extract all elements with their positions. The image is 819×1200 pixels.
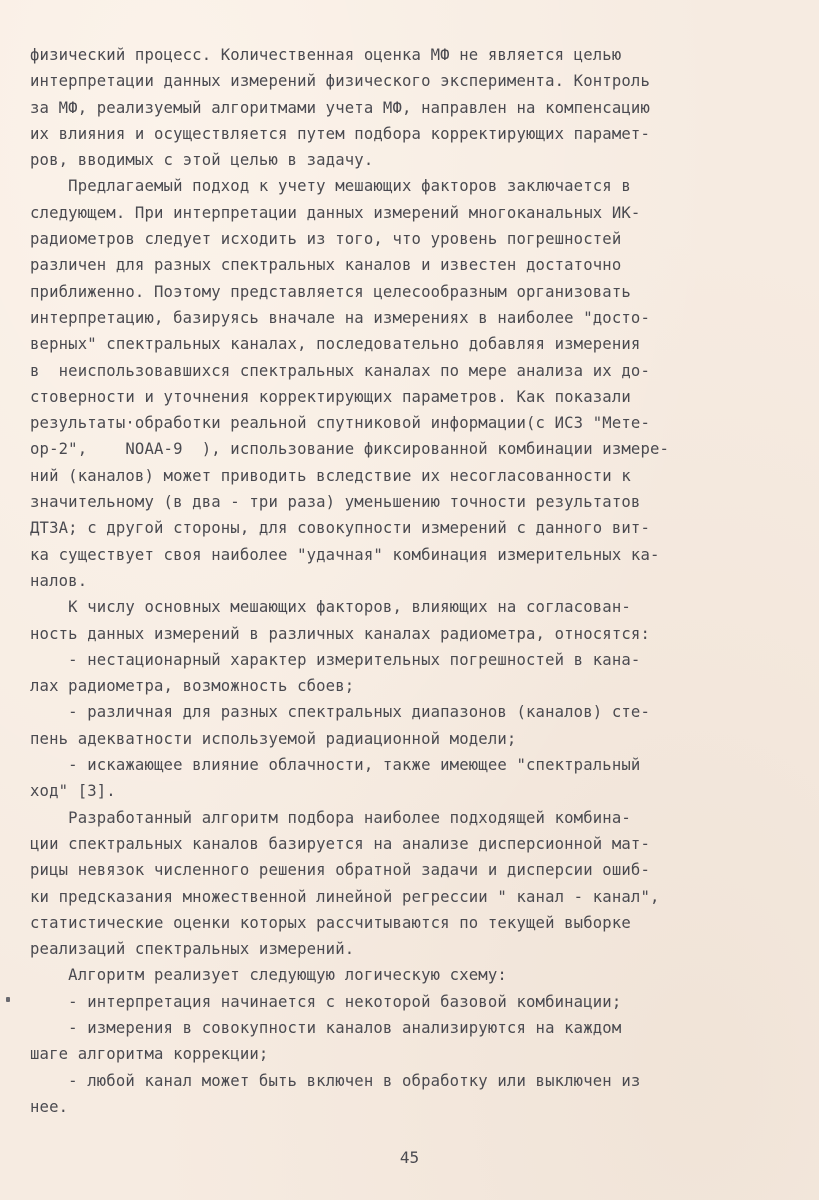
text-line: в неиспользовавшихся спектральных каналах по мере анализа их до- xyxy=(30,361,650,380)
text-line: стоверности и уточнения корректирующих параметров. Как показали xyxy=(30,387,631,406)
body-text xyxy=(30,42,770,1120)
text-line: Алгоритм реализует следующую логическую схему: xyxy=(30,966,507,985)
text-line: различен для разных спектральных каналов и известен достаточно xyxy=(30,256,622,275)
text-line: ки предсказания множественной линейной регрессии " канал - канал", xyxy=(30,887,660,906)
text-line: физический процесс. Количественная оценка МФ не является целью xyxy=(30,46,622,64)
text-line: - интерпретация начинается с некоторой базовой комбинации; xyxy=(30,992,622,1011)
text-line: - нестационарный характер измерительных погрешностей в кана- xyxy=(30,650,641,669)
text-line: Разработанный алгоритм подбора наиболее подходящей комбина- xyxy=(30,808,631,827)
text-line: следующем. При интерпретации данных измерений многоканальных ИК- xyxy=(30,203,641,222)
text-line: ров, вводимых с этой целью в задачу. xyxy=(30,151,374,170)
text-line: - различная для разных спектральных диапазонов (каналов) сте- xyxy=(30,703,650,722)
text-line: - искажающее влияние облачности, также имеющее "спектральный xyxy=(30,756,641,775)
text-line: верных" спектральных каналах, последовательно добавляя измерения xyxy=(30,335,641,354)
text-line: интерпретацию, базируясь вначале на измерениях в наиболее "досто- xyxy=(30,308,650,327)
text-line: рицы невязок численного решения обратной задачи и дисперсии ошиб- xyxy=(30,861,650,880)
text-line: приближенно. Поэтому представляется целесообразным организовать xyxy=(30,282,631,301)
text-line: реализаций спектральных измерений. xyxy=(30,940,355,959)
text-line: нее. xyxy=(30,1097,69,1116)
text-line: результаты·обработки реальной спутниковой информации(с ИСЗ "Мете- xyxy=(30,414,650,433)
text-line: - измерения в совокупности каналов анализируются на каждом xyxy=(30,1018,622,1037)
text-line: ход" [3]. xyxy=(30,782,116,801)
text-line: радиометров следует исходить из того, что уровень погрешностей xyxy=(30,230,622,249)
text-line: ции спектральных каналов базируется на анализе дисперсионной мат- xyxy=(30,834,650,853)
text-line: шаге алгоритма коррекции; xyxy=(30,1045,269,1064)
text-line: ний (каналов) может приводить вследствие их несогласованности к xyxy=(30,466,631,485)
text-line: налов. xyxy=(30,571,88,590)
text-line: - любой канал может быть включен в обработку или выключен из xyxy=(30,1071,641,1090)
text-line: лах радиометра, возможность сбоев; xyxy=(30,677,355,696)
text-line: Предлагаемый подход к учету мешающих факторов заключается в xyxy=(30,177,631,196)
text-line: за МФ, реализуемый алгоритмами учета МФ, направлен на компенсацию xyxy=(30,98,650,117)
text-line: К числу основных мешающих факторов, влияющих на согласован- xyxy=(30,598,631,617)
text-line: их влияния и осуществляется путем подбора корректирующих парамет- xyxy=(30,124,650,143)
page-number: 45 xyxy=(399,1148,420,1167)
text-line: ДТЗА; с другой стороны, для совокупности измерений с данного вит- xyxy=(30,519,650,538)
text-line: значительному (в два - три раза) уменьшению точности результатов xyxy=(30,493,641,512)
text-line: ор-2", NOAA-9 ), использование фиксированной комбинации измере- xyxy=(30,440,670,459)
text-line: ность данных измерений в различных каналах радиометра, относятся: xyxy=(30,624,650,643)
margin-mark xyxy=(6,997,10,1002)
text-line: пень адекватности используемой радиационной модели; xyxy=(30,729,517,748)
text-line: статистические оценки которых рассчитываются по текущей выборке xyxy=(30,913,631,932)
text-line: интерпретации данных измерений физического эксперимента. Контроль xyxy=(30,72,650,91)
text-line: ка существует своя наиболее "удачная" комбинация измерительных ка- xyxy=(30,545,660,564)
